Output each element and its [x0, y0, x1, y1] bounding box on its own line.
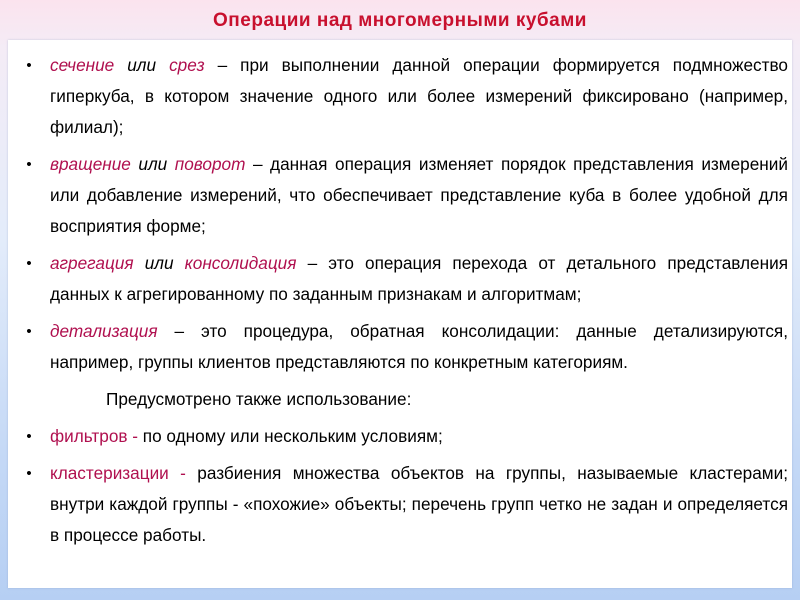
item-description: – данная операция изменяет порядок представления измерений или добавление измерений, что обеспечивает представление куба в более удобной для восприятия форме; [50, 154, 788, 236]
note-line: Предусмотрено также использование: [106, 389, 412, 409]
bullet-icon: • [26, 255, 32, 272]
term-drilldown: детализация [50, 321, 158, 341]
bullet-icon: • [26, 465, 32, 482]
term-aggregation: агрегация [50, 253, 134, 273]
term-connector: или [133, 253, 185, 273]
list-item-filters [26, 421, 788, 452]
content-body [26, 50, 788, 557]
term-consolidation: консолидация [184, 253, 297, 273]
term-connector: или [114, 55, 170, 75]
list-item-aggregation [26, 248, 788, 310]
term-pivot: поворот [174, 154, 246, 174]
term-rotation: вращение [50, 154, 131, 174]
bullet-icon: • [26, 428, 32, 445]
term-clustering: кластеризации - [50, 463, 186, 483]
content-panel [8, 40, 792, 588]
bullet-icon: • [26, 156, 32, 173]
bullet-icon: • [26, 323, 32, 340]
bullet-icon: • [26, 57, 32, 74]
item-description: – это процедура, обратная консолидации: данные детализируются, например, группы клиентов представляются по конкретным категориям. [50, 321, 788, 372]
term-slice: сечение [50, 55, 115, 75]
term-connector: или [130, 154, 175, 174]
term-filters: фильтров - [50, 426, 139, 446]
item-description: разбиения множества объектов на группы, называемые кластерами; внутри каждой группы - «похожие» объекты; перечень групп четко не задан и определяется в процессе работы. [50, 463, 788, 545]
list-item-slice [26, 50, 788, 143]
item-description: – при выполнении данной операции формируется подмножество гиперкуба, в котором значение одного или более измерений фиксировано (например, филиал); [50, 55, 788, 137]
slide-title: Операции над многомерными кубами [213, 10, 587, 31]
item-description: по одному или нескольким условиям; [138, 426, 443, 446]
term-cut: срез [169, 55, 205, 75]
item-description: – это операция перехода от детального представления данных к агрегированному по заданным признакам и алгоритмам; [50, 253, 788, 304]
list-item-drilldown [26, 316, 788, 378]
list-item-clustering [26, 458, 788, 551]
list-item-rotation [26, 149, 788, 242]
